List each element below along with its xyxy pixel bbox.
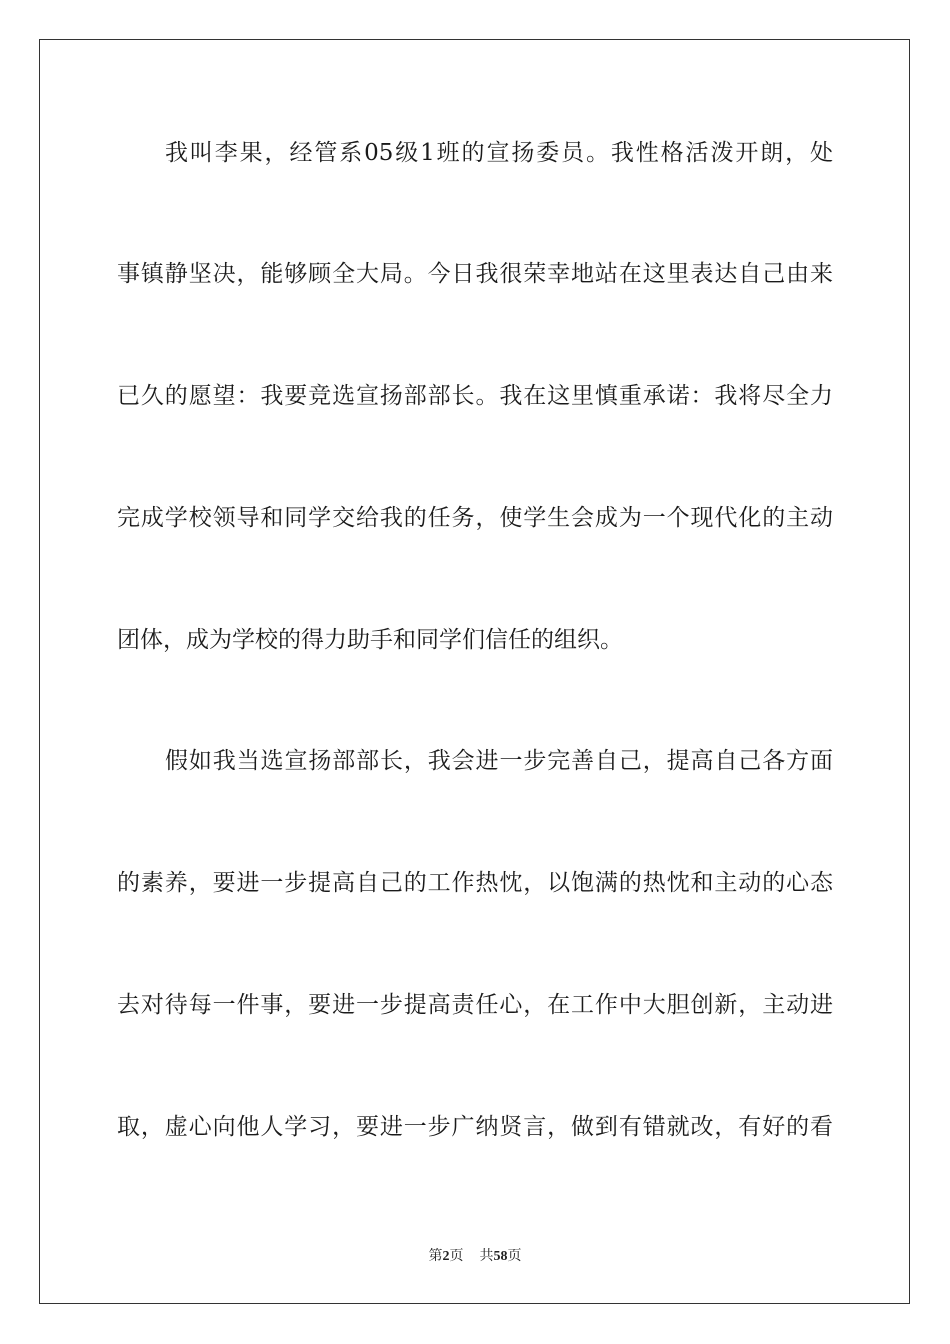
text-line: 去对待每一件事，要进一步提高责任心，在工作中大胆创新，主动进 (117, 992, 833, 1018)
page-suffix: 页 (449, 1248, 464, 1264)
text-line: 我叫李果，经管系05级1班的宣扬委员。我性格活泼开朗，处 (165, 140, 833, 166)
page-footer (0, 1247, 950, 1266)
total-prefix: 共 (479, 1248, 494, 1264)
total-pages: 58 (493, 1249, 508, 1264)
text-line: 取，虚心向他人学习，要进一步广纳贤言，做到有错就改，有好的看 (117, 1114, 833, 1140)
page-number: 2 (442, 1249, 450, 1264)
text-line: 团体，成为学校的得力助手和同学们信任的组织。 (117, 627, 623, 653)
total-suffix: 页 (507, 1248, 522, 1264)
text-line: 完成学校领导和同学交给我的任务，使学生会成为一个现代化的主动 (117, 505, 833, 531)
text-line: 假如我当选宣扬部部长，我会进一步完善自己，提高自己各方面 (165, 748, 833, 774)
page-prefix: 第 (428, 1248, 443, 1264)
text-line: 事镇静坚决，能够顾全大局。今日我很荣幸地站在这里表达自己由来 (117, 261, 833, 287)
text-line: 的素养，要进一步提高自己的工作热忱，以饱满的热忱和主动的心态 (117, 870, 833, 896)
text-line: 已久的愿望：我要竞选宣扬部部长。我在这里慎重承诺：我将尽全力 (117, 383, 833, 409)
